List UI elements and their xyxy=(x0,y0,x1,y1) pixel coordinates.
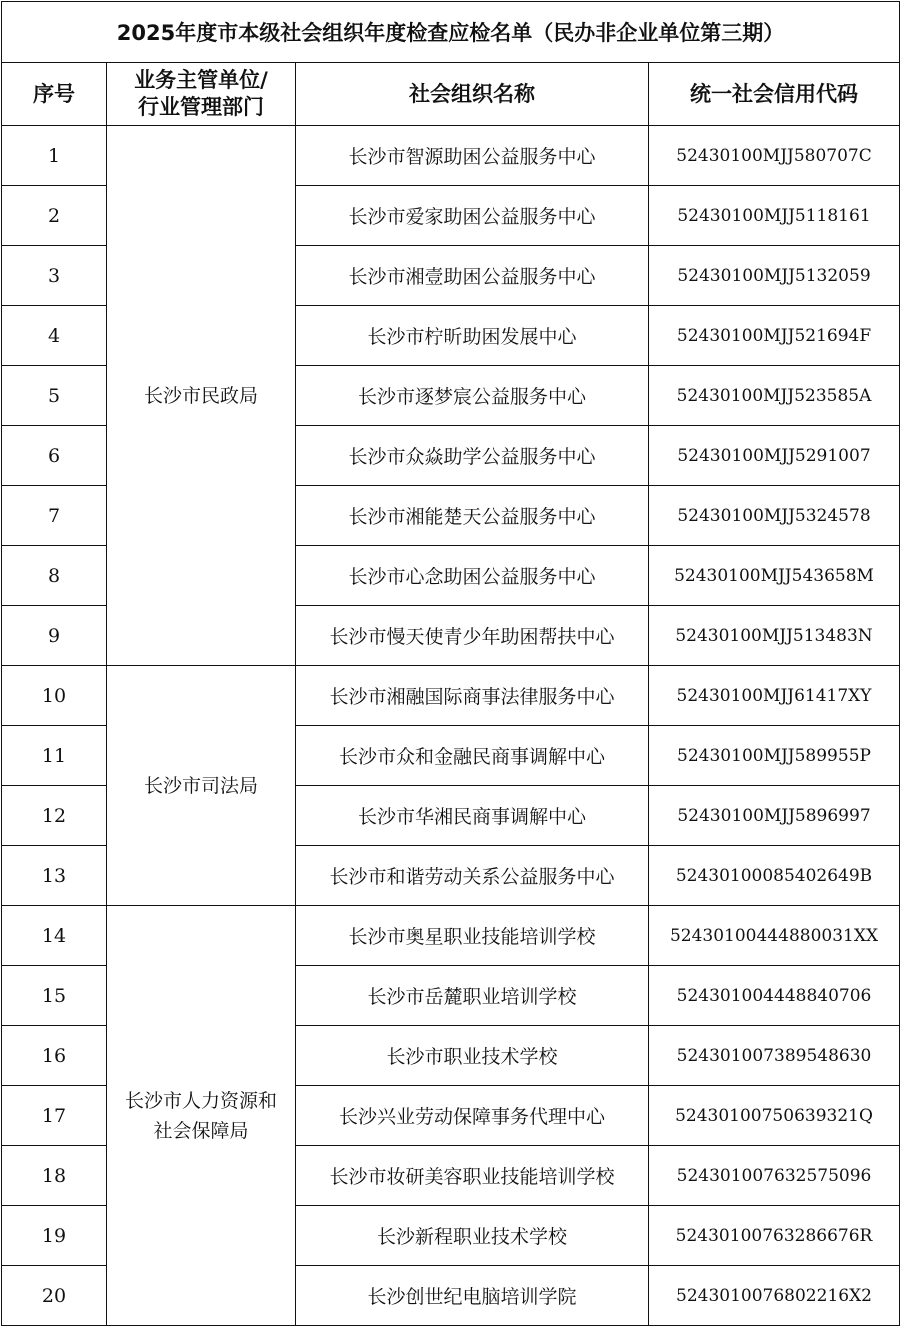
header-row xyxy=(2,63,900,126)
row-seq: 6 xyxy=(2,426,107,486)
row-credit-code: 5243010076802216X2 xyxy=(649,1266,900,1326)
row-seq: 9 xyxy=(2,606,107,666)
row-seq: 15 xyxy=(2,966,107,1026)
row-org-name: 长沙市众焱助学公益服务中心 xyxy=(296,426,649,486)
row-org-name: 长沙市奥星职业技能培训学校 xyxy=(296,906,649,966)
header-org-name: 社会组织名称 xyxy=(296,63,649,126)
row-org-name: 长沙创世纪电脑培训学院 xyxy=(296,1266,649,1326)
row-org-name: 长沙兴业劳动保障事务代理中心 xyxy=(296,1086,649,1146)
row-org-name: 长沙市和谐劳动关系公益服务中心 xyxy=(296,846,649,906)
row-credit-code: 52430100MJJ5324578 xyxy=(649,486,900,546)
row-credit-code: 524301007389548630 xyxy=(649,1026,900,1086)
department-line1: 长沙市司法局 xyxy=(143,774,258,797)
table-row xyxy=(2,906,900,966)
row-credit-code: 52430100MJJ61417XY xyxy=(649,666,900,726)
header-department-line2: 行业管理部门 xyxy=(138,95,264,119)
row-org-name: 长沙市湘壹助困公益服务中心 xyxy=(296,246,649,306)
row-credit-code: 52430100MJJ513483N xyxy=(649,606,900,666)
row-org-name: 长沙市心念助困公益服务中心 xyxy=(296,546,649,606)
table-body xyxy=(2,126,900,1326)
row-org-name: 长沙市慢天使青少年助困帮扶中心 xyxy=(296,606,649,666)
row-credit-code: 52430100MJJ5291007 xyxy=(649,426,900,486)
row-seq: 3 xyxy=(2,246,107,306)
row-org-name: 长沙市华湘民商事调解中心 xyxy=(296,786,649,846)
row-seq: 11 xyxy=(2,726,107,786)
header-department xyxy=(107,63,296,126)
row-org-name: 长沙市职业技术学校 xyxy=(296,1026,649,1086)
row-org-name: 长沙市智源助困公益服务中心 xyxy=(296,126,649,186)
row-department xyxy=(107,906,296,1326)
row-seq: 1 xyxy=(2,126,107,186)
row-seq: 7 xyxy=(2,486,107,546)
row-department xyxy=(107,126,296,666)
department-line1: 长沙市民政局 xyxy=(143,384,258,407)
row-department xyxy=(107,666,296,906)
row-credit-code: 524301004448840706 xyxy=(649,966,900,1026)
department-line2: 社会保障局 xyxy=(153,1119,249,1142)
row-org-name: 长沙市柠昕助困发展中心 xyxy=(296,306,649,366)
row-seq: 13 xyxy=(2,846,107,906)
header-seq: 序号 xyxy=(2,63,107,126)
row-seq: 17 xyxy=(2,1086,107,1146)
row-org-name: 长沙市爱家助困公益服务中心 xyxy=(296,186,649,246)
row-seq: 18 xyxy=(2,1146,107,1206)
department-line1: 长沙市人力资源和 xyxy=(124,1089,277,1112)
row-seq: 5 xyxy=(2,366,107,426)
row-org-name: 长沙市岳麓职业培训学校 xyxy=(296,966,649,1026)
header-credit-code: 统一社会信用代码 xyxy=(649,63,900,126)
title-row xyxy=(2,2,900,63)
table-row xyxy=(2,666,900,726)
row-seq: 10 xyxy=(2,666,107,726)
row-credit-code: 52430100MJJ5132059 xyxy=(649,246,900,306)
row-credit-code: 52430100MJJ543658M xyxy=(649,546,900,606)
row-seq: 4 xyxy=(2,306,107,366)
row-org-name: 长沙市湘融国际商事法律服务中心 xyxy=(296,666,649,726)
row-credit-code: 52430100MJJ589955P xyxy=(649,726,900,786)
row-credit-code: 524301007632575096 xyxy=(649,1146,900,1206)
row-org-name: 长沙市逐梦宸公益服务中心 xyxy=(296,366,649,426)
row-seq: 12 xyxy=(2,786,107,846)
row-credit-code: 52430100MJJ5118161 xyxy=(649,186,900,246)
row-seq: 19 xyxy=(2,1206,107,1266)
row-org-name: 长沙市妆研美容职业技能培训学校 xyxy=(296,1146,649,1206)
row-credit-code: 52430100MJJ521694F xyxy=(649,306,900,366)
row-seq: 2 xyxy=(2,186,107,246)
row-seq: 16 xyxy=(2,1026,107,1086)
row-credit-code: 52430100MJJ5896997 xyxy=(649,786,900,846)
row-org-name: 长沙市众和金融民商事调解中心 xyxy=(296,726,649,786)
row-org-name: 长沙新程职业技术学校 xyxy=(296,1206,649,1266)
row-org-name: 长沙市湘能楚天公益服务中心 xyxy=(296,486,649,546)
row-credit-code: 52430100750639321Q xyxy=(649,1086,900,1146)
table-row xyxy=(2,126,900,186)
row-credit-code: 52430100MJJ523585A xyxy=(649,366,900,426)
row-credit-code: 52430100085402649B xyxy=(649,846,900,906)
table-title: 2025年度市本级社会组织年度检查应检名单（民办非企业单位第三期） xyxy=(2,2,900,63)
row-seq: 8 xyxy=(2,546,107,606)
row-credit-code: 52430100444880031XX xyxy=(649,906,900,966)
row-seq: 20 xyxy=(2,1266,107,1326)
row-credit-code: 52430100763286676R xyxy=(649,1206,900,1266)
header-department-line1: 业务主管单位/ xyxy=(134,68,268,92)
inspection-list-table xyxy=(1,1,900,1326)
row-credit-code: 52430100MJJ580707C xyxy=(649,126,900,186)
row-seq: 14 xyxy=(2,906,107,966)
